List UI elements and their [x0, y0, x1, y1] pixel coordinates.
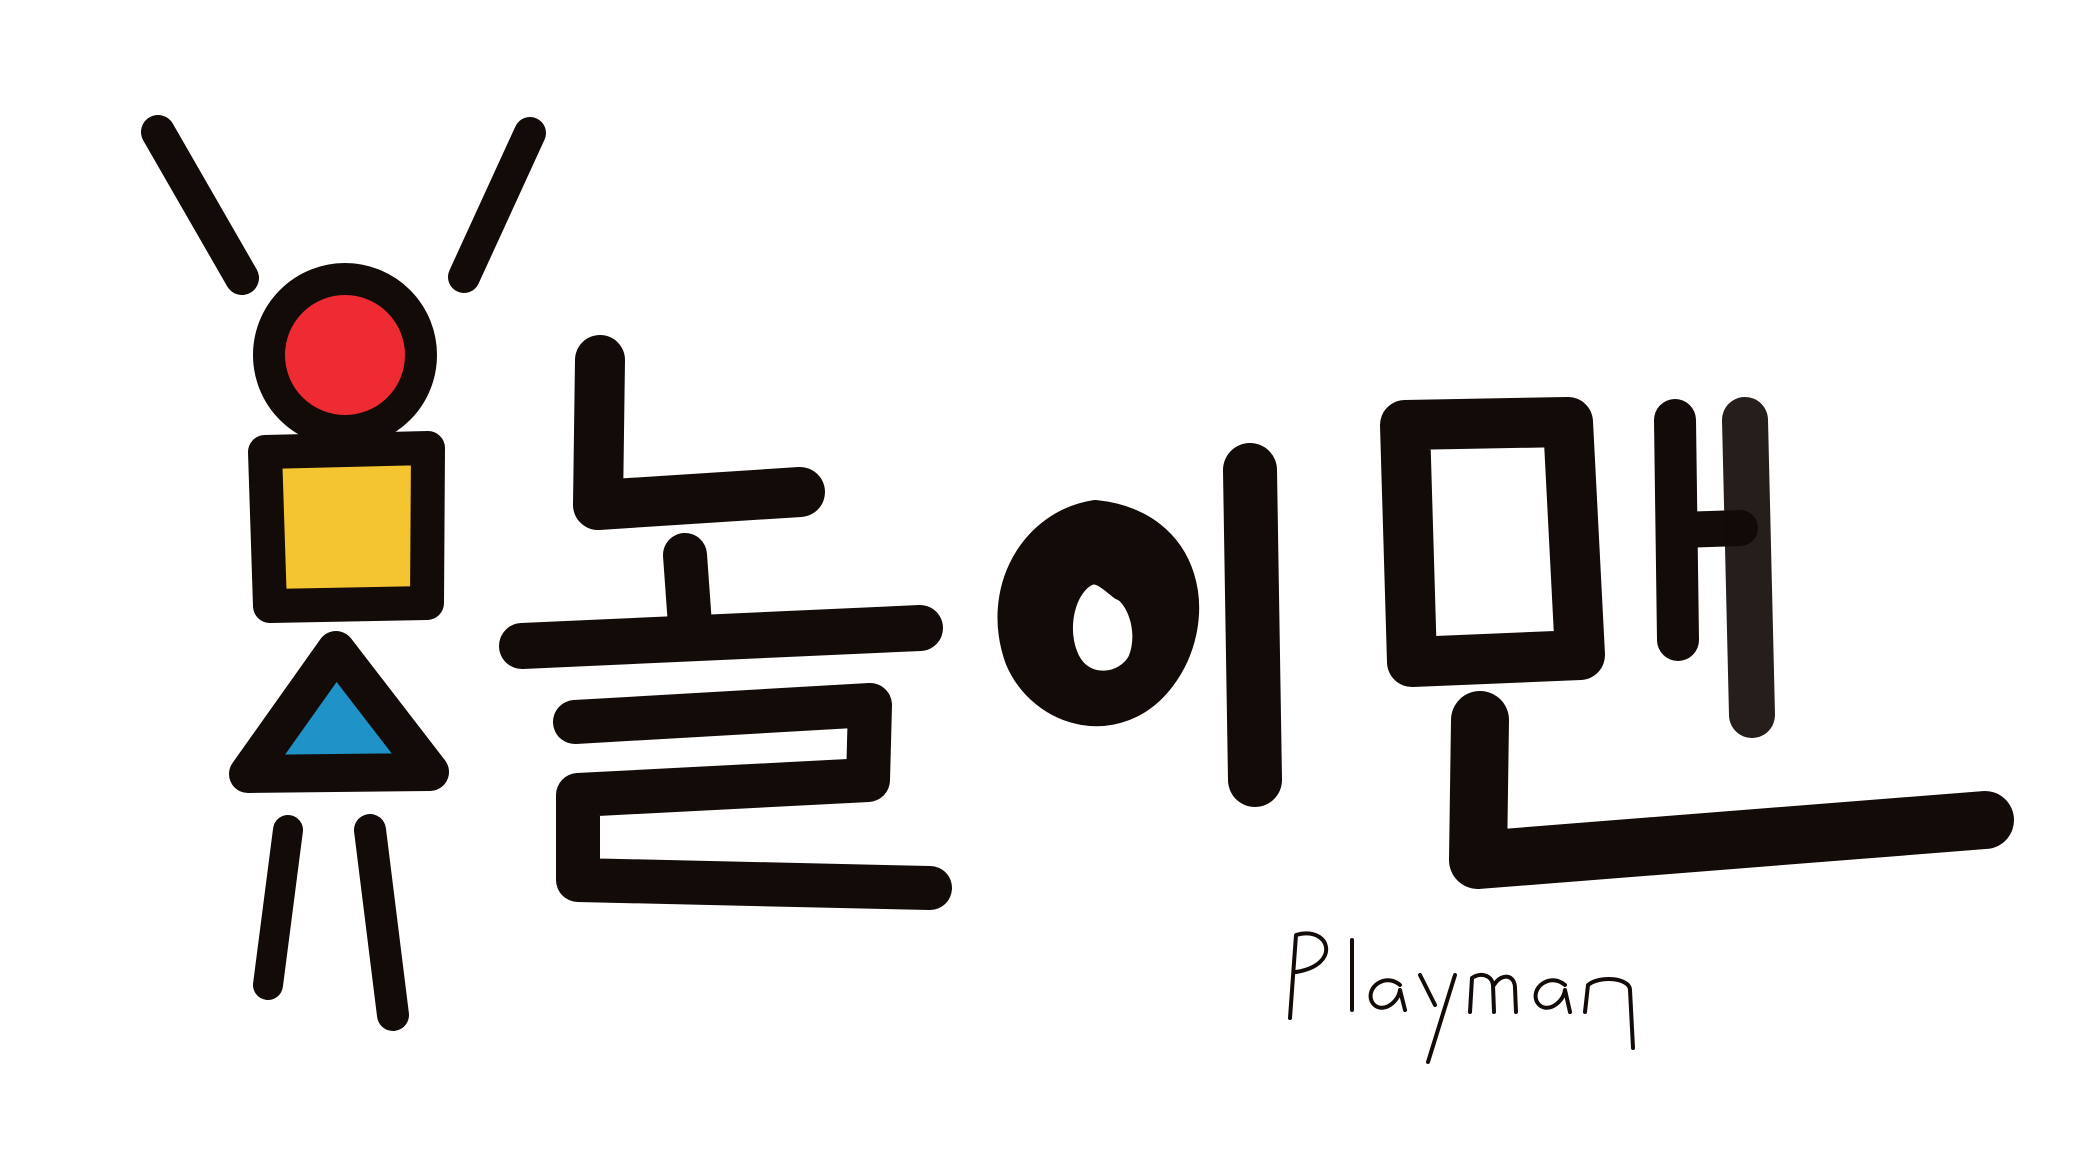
skirt-triangle: [248, 650, 430, 774]
syllable-nol: [522, 360, 930, 888]
head-circle: [269, 279, 421, 431]
antenna-strokes: [158, 132, 530, 278]
leg-strokes: [268, 830, 393, 1015]
syllable-i: [1007, 470, 1255, 780]
body-square: [265, 448, 428, 606]
syllable-maen: [1405, 420, 1985, 860]
playman-figure-icon: [158, 132, 530, 1015]
title-brush-lettering: [522, 360, 1985, 888]
subtitle-handwriting: [1290, 933, 1633, 1062]
